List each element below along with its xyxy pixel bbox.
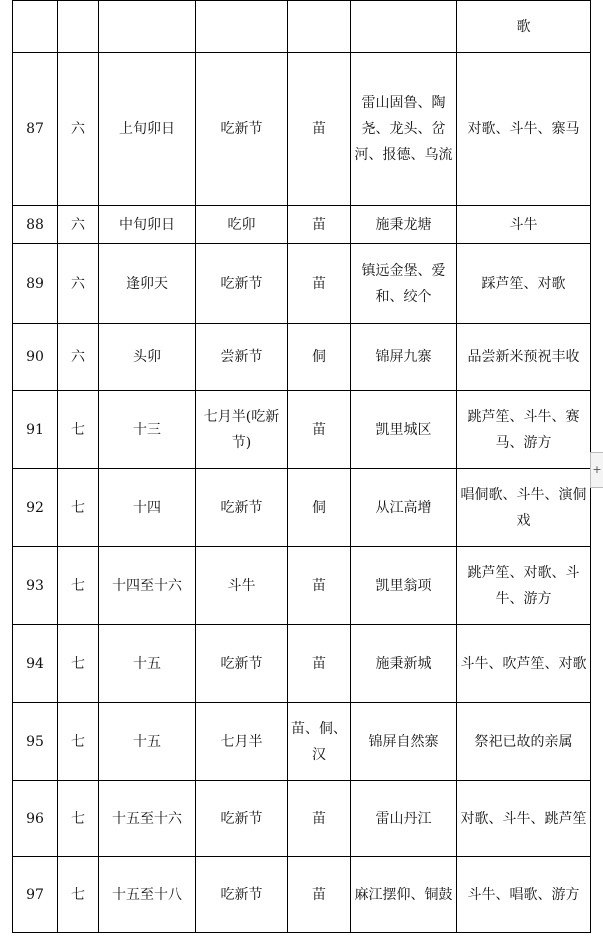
- table-row: [13, 781, 591, 857]
- cell-ethnic-group: 苗: [288, 625, 351, 703]
- cell-place: 凯里城区: [351, 391, 457, 469]
- cell-activity: 歌: [457, 1, 591, 53]
- cell-activity: 唱侗歌、斗牛、演侗戏: [457, 469, 591, 547]
- cell-activity: 斗牛: [457, 206, 591, 244]
- cell-month: 七: [58, 391, 99, 469]
- cell-number: 93: [13, 547, 58, 625]
- cell-month: 七: [58, 703, 99, 781]
- cell-activity: 斗牛、唱歌、游方: [457, 857, 591, 933]
- cell-festival: [196, 1, 288, 53]
- cell-date: 十五至十六: [99, 781, 196, 857]
- cell-activity: 斗牛、吹芦笙、对歌: [457, 625, 591, 703]
- table-body: [13, 1, 591, 933]
- cell-month: [58, 1, 99, 53]
- table-row: [13, 469, 591, 547]
- cell-number: 91: [13, 391, 58, 469]
- cell-ethnic-group: 苗: [288, 53, 351, 206]
- cell-festival: 吃新节: [196, 53, 288, 206]
- cell-month: 六: [58, 206, 99, 244]
- cell-number: [13, 1, 58, 53]
- cell-place: [351, 1, 457, 53]
- add-row-handle[interactable]: +: [590, 452, 603, 488]
- cell-festival: 吃卯: [196, 206, 288, 244]
- cell-month: 七: [58, 625, 99, 703]
- cell-ethnic-group: 苗: [288, 857, 351, 933]
- cell-festival: 吃新节: [196, 625, 288, 703]
- cell-activity: 跳芦笙、斗牛、赛马、游方: [457, 391, 591, 469]
- table-row: [13, 53, 591, 206]
- cell-number: 88: [13, 206, 58, 244]
- cell-place: 雷山固鲁、陶尧、龙头、岔河、报德、乌流: [351, 53, 457, 206]
- festival-table: [12, 0, 591, 933]
- cell-date: [99, 1, 196, 53]
- cell-activity: 对歌、斗牛、跳芦笙: [457, 781, 591, 857]
- cell-date: 中旬卯日: [99, 206, 196, 244]
- cell-ethnic-group: 苗、侗、汉: [288, 703, 351, 781]
- cell-ethnic-group: [288, 1, 351, 53]
- cell-place: 镇远金堡、爱和、绞个: [351, 244, 457, 324]
- cell-number: 92: [13, 469, 58, 547]
- cell-month: 七: [58, 781, 99, 857]
- cell-month: 六: [58, 53, 99, 206]
- cell-number: 87: [13, 53, 58, 206]
- cell-place: 锦屏九寨: [351, 324, 457, 391]
- cell-month: 七: [58, 547, 99, 625]
- cell-number: 90: [13, 324, 58, 391]
- cell-number: 96: [13, 781, 58, 857]
- cell-activity: 跳芦笙、对歌、斗牛、游方: [457, 547, 591, 625]
- cell-ethnic-group: 苗: [288, 244, 351, 324]
- cell-number: 94: [13, 625, 58, 703]
- table-row: [13, 206, 591, 244]
- cell-activity: 品尝新米预祝丰收: [457, 324, 591, 391]
- cell-activity: 踩芦笙、对歌: [457, 244, 591, 324]
- cell-number: 95: [13, 703, 58, 781]
- table-row: [13, 391, 591, 469]
- cell-number: 97: [13, 857, 58, 933]
- cell-activity: 祭祀已故的亲属: [457, 703, 591, 781]
- table-row: [13, 625, 591, 703]
- cell-ethnic-group: 侗: [288, 469, 351, 547]
- table-row: [13, 324, 591, 391]
- cell-place: 锦屏自然寨: [351, 703, 457, 781]
- cell-date: 逢卯天: [99, 244, 196, 324]
- table-row: [13, 703, 591, 781]
- cell-ethnic-group: 苗: [288, 206, 351, 244]
- cell-festival: 七月半: [196, 703, 288, 781]
- table-row: [13, 547, 591, 625]
- cell-date: 十三: [99, 391, 196, 469]
- cell-date: 十四: [99, 469, 196, 547]
- cell-month: 七: [58, 469, 99, 547]
- cell-number: 89: [13, 244, 58, 324]
- cell-date: 十五至十八: [99, 857, 196, 933]
- cell-ethnic-group: 苗: [288, 781, 351, 857]
- cell-place: 施秉新城: [351, 625, 457, 703]
- table-row: [13, 244, 591, 324]
- cell-date: 头卯: [99, 324, 196, 391]
- cell-ethnic-group: 侗: [288, 324, 351, 391]
- cell-place: 施秉龙塘: [351, 206, 457, 244]
- cell-month: 六: [58, 244, 99, 324]
- cell-festival: 吃新节: [196, 857, 288, 933]
- cell-place: 从江高增: [351, 469, 457, 547]
- table-row: [13, 857, 591, 933]
- cell-ethnic-group: 苗: [288, 547, 351, 625]
- cell-date: 十五: [99, 625, 196, 703]
- cell-festival: 吃新节: [196, 781, 288, 857]
- cell-month: 六: [58, 324, 99, 391]
- cell-festival: 吃新节: [196, 244, 288, 324]
- cell-festival: 吃新节: [196, 469, 288, 547]
- cell-place: 凯里翁项: [351, 547, 457, 625]
- cell-festival: 斗牛: [196, 547, 288, 625]
- cell-activity: 对歌、斗牛、寨马: [457, 53, 591, 206]
- cell-date: 十四至十六: [99, 547, 196, 625]
- cell-place: 麻江摆仰、铜鼓: [351, 857, 457, 933]
- cell-festival: 七月半(吃新节): [196, 391, 288, 469]
- cell-date: 十五: [99, 703, 196, 781]
- cell-month: 七: [58, 857, 99, 933]
- cell-festival: 尝新节: [196, 324, 288, 391]
- cell-place: 雷山丹江: [351, 781, 457, 857]
- table-row: [13, 1, 591, 53]
- cell-date: 上旬卯日: [99, 53, 196, 206]
- cell-ethnic-group: 苗: [288, 391, 351, 469]
